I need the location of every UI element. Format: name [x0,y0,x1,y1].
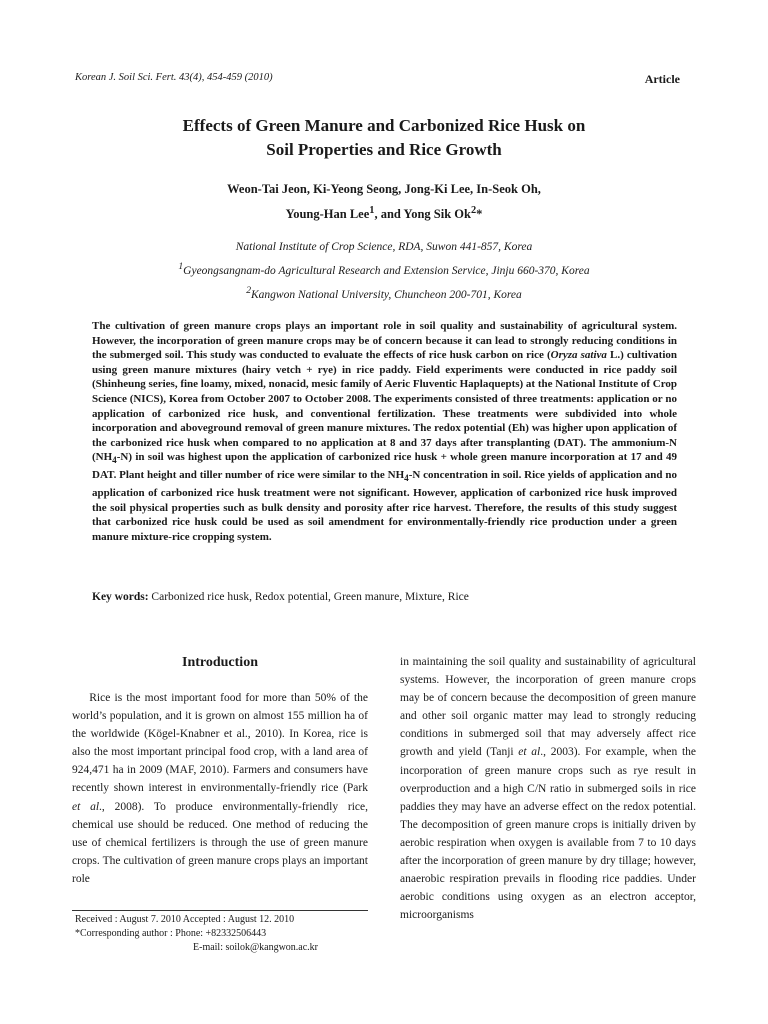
body-text: ., 2003). For example, when the incorporation of green manure crops such as rye result in overproduction and a high C/N ratio in submerged soils in rice paddies they may have an adverse effect on the redox potential. The decomposition of green manure crops is initially driven by aerobic respiration when oxygen is available from 7 to 10 days after the incorporation of green manure by dry tillage; however, anaerobic respiration prevails in flooding rice paddies. Under aerobic conditions using oxygen as an electron acceptor, microorganisms [400,746,696,922]
article-label: Article [644,72,680,86]
paper-title [0,114,768,162]
corresponding-email: E-mail: soilok@kangwon.ac.kr [193,942,319,953]
affiliations [0,238,768,305]
received-accepted-dates: Received : August 7. 2010 Accepted : August 12. 2010 [75,914,295,925]
intro-paragraph [72,689,368,888]
keywords-list: Carbonized rice husk, Redox potential, Green manure, Mixture, Rice [148,591,469,603]
affiliation-text: Kangwon National University, Chuncheon 200-701, Korea [251,288,522,301]
affiliation-1 [0,257,768,281]
subscript: 4 [404,473,409,484]
title-line-1: Effects of Green Manure and Carbonized Rice Husk on [182,116,586,135]
corresponding-mark: * [476,207,483,222]
right-column [400,653,696,924]
abstract [92,319,677,544]
body-text: in maintaining the soil quality and sustainability of agricultural systems. However, the incorporation of green manure crops may be of concern because the decomposition of green manure and other soil organic matter may lead to strongly reducing conditions in submerged soil that may adversely affect rice growth and yield (Tanji [400,656,696,759]
affiliation-mark: 1 [178,261,184,272]
section-heading-introduction: Introduction [182,655,258,670]
journal-citation: Korean J. Soil Sci. Fert. 43(4), 454-459 (2010) [75,72,273,83]
affiliation-2 [0,281,768,305]
species-name: Oryza sativa [550,349,607,362]
author-name: Young-Han Lee [285,207,370,222]
affiliation-0: National Institute of Crop Science, RDA, Suwon 441-857, Korea [235,241,533,253]
author-name: , and Yong Sik Ok [374,207,471,222]
corresponding-author: *Corresponding author : Phone: +82332506443 [75,928,267,939]
authors-line-1: Weon-Tai Jeon, Ki-Yeong Seong, Jong-Ki Lee, In-Seok Oh, [227,182,541,196]
authors-line-2 [0,200,768,225]
citation-etal: et al [72,800,100,813]
affiliation-text: Gyeongsangnam-do Agricultural Research and Extension Service, Jinju 660-370, Korea [183,264,590,277]
footnote-divider [72,910,368,911]
body-text: Rice is the most important food for more than 50% of the world’s population, and it is grown on almost 155 million ha of the worldwide (Kögel-Knabner et al., 2010). In Korea, rice is also the most important principal food crop, with a land area of 924,471 ha in 2009 (MAF, 2010). Farmers and consumers have recently shown interest in environmentally-friendly rice (Park [72,692,368,795]
footnotes [75,913,371,955]
affiliation-mark: 2 [470,205,477,216]
keywords-label: Key words: [92,591,149,603]
left-column [72,653,368,888]
affiliation-mark: 1 [369,205,375,216]
citation-etal: et al [518,746,541,759]
affiliation-mark: 2 [246,284,251,296]
abstract-text: -N concentration in soil. Rice yields of application and no application of carbonized rice husk treatment were not significant. However, application of carbonized rice husk improved the soil physical properties such as bulk density and porosity after rice harvest. Therefore, the results of this study suggest that carbonized rice husk could be used as soil amendment for environmentally-friendly rice production under a green manure mixture-rice cropping system. [92,469,677,543]
abstract-text: L.) cultivation using green manure mixtures (hairy vetch + rye) in rice paddy. Field experiments were conducted in rice paddy soil (Shinheung series, fine loamy, mixed, nonacid, mesic family of Aeric Fluventic Haplaquepts) at the National Institute of Crop Science (NICS), Korea from October 2007 to October 2008. The experiments consisted of three treatments: application or no application of carbonized rice husk, and conventional fertilization. These treatments were subdivided into whole incorporation and aboveground removal of green manure mixtures. The redox potential (Eh) was higher upon application of the carbonized rice husk when compared to no application at 8 and 37 days after transplanting (DAT). The ammonium-N (NH [92,349,677,464]
author-list [0,178,768,225]
abstract-text: The cultivation of green manure crops plays an important role in soil quality and sustainability of agricultural system. However, the incorporation of green manure crops may be of concern because it can lead to strongly reducing conditions in the submerged soil. This study was conducted to evaluate the effects of rice husk carbon on rice ( [92,320,677,362]
keywords [92,591,677,603]
abstract-text: -N) in soil was highest upon the application of carbonized rice husk + whole green manure incorporation at 17 and 49 DAT. Plant height and tiller number of rice were similar to the NH [92,451,677,482]
intro-paragraph-continued [400,653,696,924]
title-line-2: Soil Properties and Rice Growth [266,140,502,159]
subscript: 4 [112,455,117,466]
body-text: ., 2008). To produce environmentally-friendly rice, chemical use should be reduced. One method of reducing the use of chemical fertilizers is through the use of green manure crops. The cultivation of green manure crops plays an important role [72,800,368,885]
